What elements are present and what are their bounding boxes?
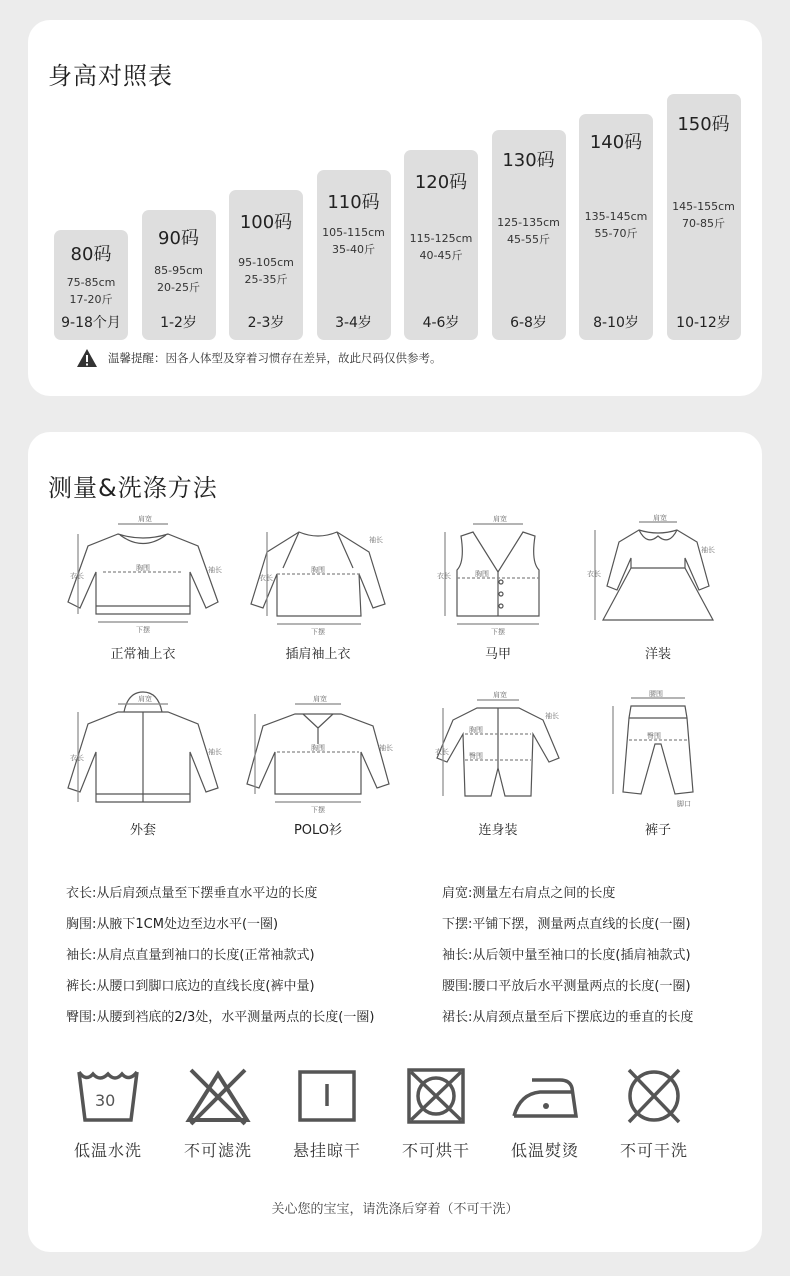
height-range: 85-95cm bbox=[154, 264, 203, 277]
care-low-iron bbox=[495, 1066, 595, 1176]
garment-label: 洋装 bbox=[644, 647, 671, 662]
low-iron-icon bbox=[510, 1066, 580, 1126]
age-range: 6-8岁 bbox=[510, 315, 547, 331]
height-range: 95-105cm bbox=[238, 256, 294, 269]
size-label: 90码 bbox=[158, 228, 199, 249]
no-dry-clean-icon bbox=[619, 1066, 689, 1126]
svg-text:袖长: 袖长 bbox=[379, 744, 393, 752]
care-footer: 关心您的宝宝，请洗涤后穿着（不可干洗） bbox=[271, 1202, 519, 1217]
measurement-definition: 衣长:从后肩颈点量至下摆垂直水平边的长度 bbox=[66, 886, 318, 901]
height-range: 145-155cm bbox=[672, 200, 735, 213]
svg-text:胸围: 胸围 bbox=[475, 570, 489, 578]
size-bar bbox=[404, 150, 478, 340]
label-length: 衣长 bbox=[70, 572, 84, 580]
vest-diagram-icon bbox=[413, 512, 583, 640]
age-range: 10-12岁 bbox=[676, 315, 731, 331]
no-bleach-icon bbox=[183, 1066, 253, 1126]
svg-text:衣长: 衣长 bbox=[70, 754, 84, 762]
pants-diagram-icon bbox=[573, 688, 743, 816]
svg-text:胸围: 胸围 bbox=[311, 566, 325, 574]
garment-sweatshirt bbox=[58, 512, 228, 662]
svg-text:肩宽: 肩宽 bbox=[313, 695, 327, 703]
size-chart-title: 身高对照表 bbox=[48, 62, 173, 90]
garment-vest bbox=[413, 512, 583, 662]
romper-diagram-icon bbox=[413, 688, 583, 816]
garment-label: POLO衫 bbox=[293, 823, 343, 838]
age-range: 2-3岁 bbox=[247, 315, 285, 331]
garment-jacket bbox=[58, 688, 228, 838]
wash-30-icon bbox=[73, 1066, 143, 1126]
garment-pants bbox=[573, 688, 743, 838]
size-chart-card bbox=[28, 20, 762, 396]
measurement-definition: 臀围:从腰到裆底的2/3处，水平测量两点的长度(一圈) bbox=[66, 1010, 375, 1025]
size-bar bbox=[317, 170, 391, 340]
care-no-dry-clean bbox=[604, 1066, 704, 1176]
age-range: 3-4岁 bbox=[335, 315, 372, 331]
garment-label: 马甲 bbox=[484, 647, 511, 662]
weight-range: 70-85斤 bbox=[682, 217, 725, 230]
svg-text:肩宽: 肩宽 bbox=[653, 514, 667, 522]
weight-range: 35-40斤 bbox=[332, 243, 375, 256]
care-label: 不可干洗 bbox=[619, 1141, 688, 1160]
svg-text:臀围: 臀围 bbox=[469, 752, 483, 760]
care-hang-dry bbox=[277, 1066, 377, 1176]
svg-text:肩宽: 肩宽 bbox=[493, 515, 507, 523]
care-no-tumble-dry bbox=[386, 1066, 486, 1176]
measurement-definition: 下摆:平铺下摆，测量两点直线的长度(一圈) bbox=[442, 917, 691, 932]
age-range: 8-10岁 bbox=[593, 315, 639, 331]
svg-text:袖长: 袖长 bbox=[369, 536, 383, 544]
svg-text:衣长: 衣长 bbox=[259, 574, 273, 582]
label-hem: 下摆 bbox=[136, 626, 150, 634]
svg-text:袖长: 袖长 bbox=[208, 748, 222, 756]
height-range: 115-125cm bbox=[409, 232, 473, 245]
measurement-definition: 袖长:从肩点直量到袖口的长度(正常袖款式) bbox=[66, 948, 315, 963]
garment-polo bbox=[233, 688, 403, 838]
size-label: 80码 bbox=[70, 244, 112, 265]
sweatshirt-diagram-icon bbox=[58, 512, 228, 640]
height-range: 75-85cm bbox=[66, 276, 116, 289]
size-bar bbox=[229, 190, 303, 340]
svg-text:衣长: 衣长 bbox=[437, 572, 451, 580]
measurement-definition: 袖长:从后领中量至袖口的长度(插肩袖款式) bbox=[442, 948, 691, 963]
size-label: 130码 bbox=[502, 150, 555, 171]
size-label: 140码 bbox=[589, 132, 643, 153]
height-range: 125-135cm bbox=[497, 216, 560, 229]
polo-shirt-diagram-icon bbox=[233, 688, 403, 816]
svg-text:下摆: 下摆 bbox=[491, 628, 505, 636]
garment-label: 外套 bbox=[129, 823, 156, 838]
weight-range: 17-20斤 bbox=[69, 293, 113, 306]
measurement-definition: 胸围:从腋下1CM处边至边水平(一圈) bbox=[66, 917, 279, 932]
garment-label: 插肩袖上衣 bbox=[285, 647, 351, 662]
svg-text:脚口: 脚口 bbox=[677, 800, 691, 808]
age-range: 1-2岁 bbox=[160, 315, 197, 331]
size-bar bbox=[142, 210, 216, 340]
size-label: 100码 bbox=[239, 212, 293, 233]
weight-range: 25-35斤 bbox=[244, 273, 288, 286]
size-warning bbox=[76, 348, 442, 368]
height-range: 135-145cm bbox=[584, 210, 648, 223]
warning-icon bbox=[76, 348, 98, 368]
svg-text:衣长: 衣长 bbox=[435, 748, 449, 756]
garment-romper bbox=[413, 688, 583, 838]
garment-label: 正常袖上衣 bbox=[110, 647, 176, 662]
measure-wash-card bbox=[28, 432, 762, 1252]
svg-text:袖长: 袖长 bbox=[545, 712, 559, 720]
label-sleeve: 袖长 bbox=[208, 566, 222, 574]
svg-text:腰围: 腰围 bbox=[649, 690, 663, 698]
garment-label: 裤子 bbox=[644, 823, 671, 838]
label-chest: 胸围 bbox=[136, 564, 150, 572]
size-label: 120码 bbox=[414, 172, 468, 193]
measurement-definition: 裙长:从肩颈点量至后下摆底边的垂直的长度 bbox=[442, 1010, 694, 1025]
wash-temp: 30 bbox=[95, 1091, 116, 1110]
measurement-definition: 肩宽:测量左右肩点之间的长度 bbox=[442, 886, 616, 901]
svg-text:胸围: 胸围 bbox=[311, 744, 325, 752]
warning-text: 温馨提醒：因各人体型及穿着习惯存在差异，故此尺码仅供参考。 bbox=[108, 351, 442, 365]
size-bar bbox=[492, 130, 566, 340]
weight-range: 45-55斤 bbox=[507, 233, 550, 246]
care-label: 不可滤洗 bbox=[183, 1141, 252, 1160]
garment-dress bbox=[573, 512, 743, 662]
svg-text:胸围: 胸围 bbox=[469, 726, 483, 734]
svg-text:下摆: 下摆 bbox=[311, 628, 325, 636]
svg-text:肩宽: 肩宽 bbox=[138, 695, 152, 703]
dress-diagram-icon bbox=[573, 512, 743, 640]
svg-text:下摆: 下摆 bbox=[311, 806, 325, 814]
hang-dry-icon bbox=[292, 1066, 362, 1126]
care-wash-30 bbox=[58, 1066, 158, 1176]
garment-label: 连身装 bbox=[478, 823, 518, 838]
weight-range: 20-25斤 bbox=[157, 281, 200, 294]
size-label: 150码 bbox=[677, 114, 730, 135]
svg-text:肩宽: 肩宽 bbox=[493, 691, 507, 699]
svg-text:袖长: 袖长 bbox=[701, 546, 715, 554]
weight-range: 40-45斤 bbox=[419, 249, 463, 262]
no-tumble-dry-icon bbox=[401, 1066, 471, 1126]
raglan-shirt-diagram-icon bbox=[233, 512, 403, 640]
measurement-definition: 裤长:从腰口到脚口底边的直线长度(裤中量) bbox=[66, 979, 315, 994]
size-bar bbox=[579, 114, 653, 340]
svg-text:衣长: 衣长 bbox=[587, 570, 601, 578]
hooded-jacket-diagram-icon bbox=[58, 688, 228, 816]
weight-range: 55-70斤 bbox=[594, 227, 638, 240]
label-shoulder: 肩宽 bbox=[138, 515, 152, 523]
measurement-definition: 腰围:腰口平放后水平测量两点的长度(一圈) bbox=[442, 979, 691, 994]
size-bar bbox=[54, 230, 128, 340]
care-label: 悬挂晾干 bbox=[292, 1141, 361, 1160]
svg-text:臀围: 臀围 bbox=[647, 732, 661, 740]
size-bar bbox=[667, 94, 741, 340]
care-label: 低温水洗 bbox=[73, 1141, 142, 1160]
measure-title: 测量&洗涤方法 bbox=[48, 474, 218, 502]
care-label: 低温熨烫 bbox=[510, 1141, 579, 1160]
size-label: 110码 bbox=[327, 192, 380, 213]
care-no-bleach bbox=[168, 1066, 268, 1176]
care-label: 不可烘干 bbox=[401, 1141, 470, 1160]
height-range: 105-115cm bbox=[322, 226, 385, 239]
age-range: 9-18个月 bbox=[61, 315, 121, 331]
age-range: 4-6岁 bbox=[422, 315, 460, 331]
garment-raglan bbox=[233, 512, 403, 662]
